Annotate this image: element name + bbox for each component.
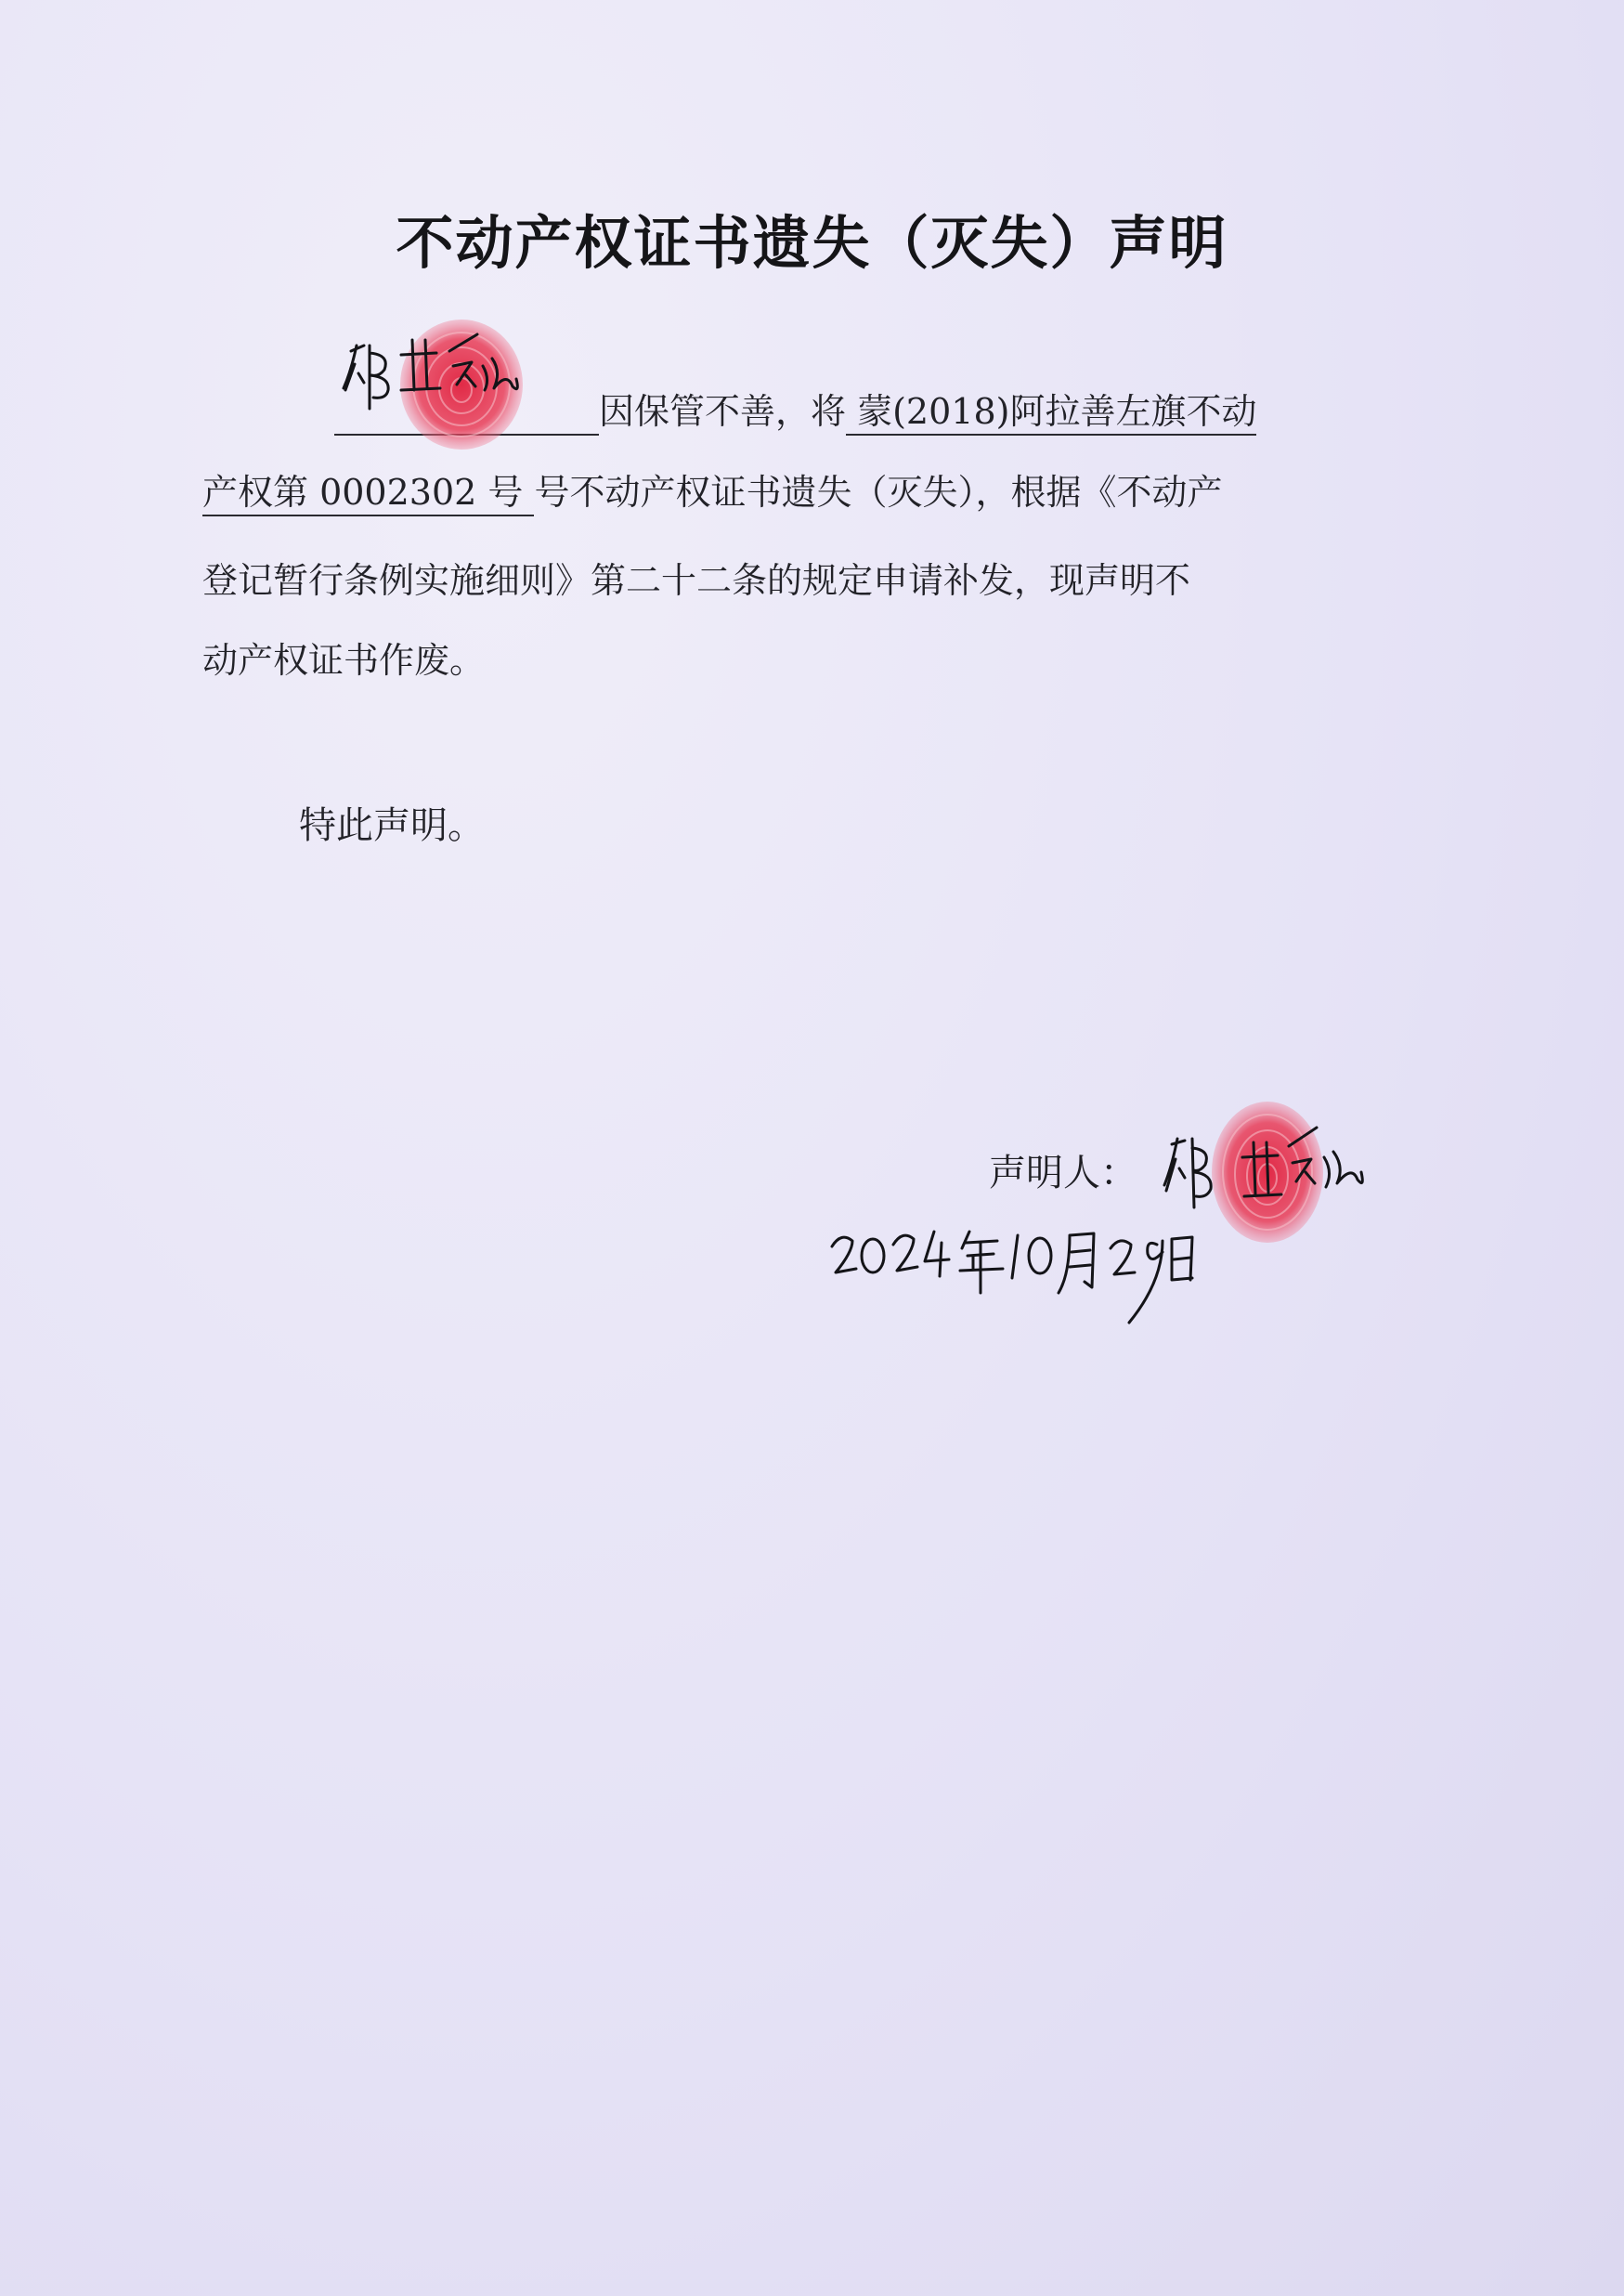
body-text-1: 因保管不善，将 — [599, 391, 847, 432]
handwritten-signature-2 — [1164, 1128, 1362, 1207]
handwritten-date — [832, 1232, 1192, 1323]
body-line-1 — [334, 388, 1256, 436]
certificate-number-part-2: 产权第 0002302 号 — [202, 472, 534, 516]
certificate-number-part-1: 蒙(2018)阿拉善左旗不动 — [846, 391, 1256, 436]
name-blank — [334, 393, 599, 436]
closing-statement: 特此声明。 — [299, 804, 485, 847]
declarant-label: 声明人： — [989, 1152, 1137, 1194]
document-title: 不动产权证书遗失（灭失）声明 — [396, 209, 1228, 277]
fingerprint-stamp-2 — [1212, 1102, 1323, 1243]
body-text-2: 号不动产权证书遗失（灭失），根据《不动产 — [534, 472, 1223, 513]
body-line-2 — [202, 469, 1223, 515]
body-line-4: 动产权证书作废。 — [202, 640, 486, 681]
body-line-3: 登记暂行条例实施细则》第二十二条的规定申请补发，现声明不 — [202, 560, 1191, 601]
